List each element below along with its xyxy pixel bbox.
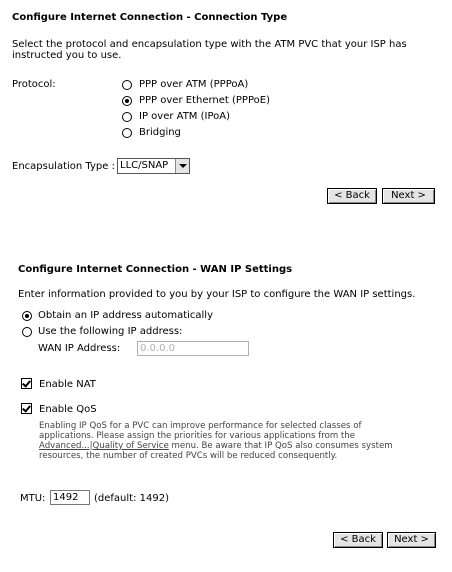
protocol-ipoa-radio[interactable] [122,112,132,122]
qos-note-line2: applications. Please assign the priorities for various applications from the [39,431,356,441]
enable-qos-label: Enable QoS [39,404,97,415]
encapsulation-value: LLC/SNAP [120,160,169,171]
back-button-bottom[interactable]: < Back [333,532,383,548]
protocol-bridging-label: Bridging [139,127,181,138]
back-button-top[interactable]: < Back [327,188,377,204]
protocol-pppoe-radio[interactable] [122,96,132,106]
mtu-label: MTU: [20,493,46,504]
obtain-ip-auto-radio[interactable] [22,311,32,321]
quality-of-service-link[interactable]: Advanced...|Quality of Service [39,441,169,451]
protocol-pppoa-label: PPP over ATM (PPPoA) [139,79,249,90]
qos-note-line4: resources, the number of created PVCs will be reduced consequently. [39,451,338,461]
chevron-down-icon[interactable] [175,159,189,173]
wan-ip-address-label: WAN IP Address: [38,343,121,354]
encapsulation-label: Encapsulation Type : [12,161,115,172]
connection-type-intro-line1: Select the protocol and encapsulation type with the ATM PVC that your ISP has [12,39,407,50]
obtain-ip-auto-label: Obtain an IP address automatically [38,310,214,321]
protocol-ipoa-label: IP over ATM (IPoA) [139,111,231,122]
connection-type-intro-line2: instructed you to use. [12,50,122,61]
qos-note-line3 [39,441,393,451]
use-following-ip-label: Use the following IP address: [38,326,183,337]
protocol-pppoa-radio[interactable] [122,80,132,90]
qos-note-line3-rest: menu. Be aware that IP QoS also consumes system [168,441,393,451]
enable-qos-checkbox[interactable] [21,403,32,414]
next-button-bottom[interactable]: Next > [387,532,436,548]
enable-nat-checkbox[interactable] [21,378,32,389]
encapsulation-select[interactable] [117,158,190,174]
mtu-default: (default: 1492) [94,493,169,504]
connection-type-title: Configure Internet Connection - Connection Type [12,12,288,23]
use-following-ip-radio[interactable] [22,327,32,337]
wan-ip-address-input[interactable]: 0.0.0.0 [137,341,249,356]
wan-ip-intro: Enter information provided to you by your ISP to configure the WAN IP settings. [18,289,416,300]
wan-ip-title: Configure Internet Connection - WAN IP Settings [18,264,293,275]
enable-nat-label: Enable NAT [39,379,96,390]
protocol-label: Protocol: [12,79,56,90]
protocol-pppoe-label: PPP over Ethernet (PPPoE) [139,95,270,106]
protocol-bridging-radio[interactable] [122,128,132,138]
mtu-input[interactable]: 1492 [50,490,90,505]
next-button-top[interactable]: Next > [382,188,435,204]
qos-note-line1: Enabling IP QoS for a PVC can improve performance for selected classes of [39,421,362,431]
